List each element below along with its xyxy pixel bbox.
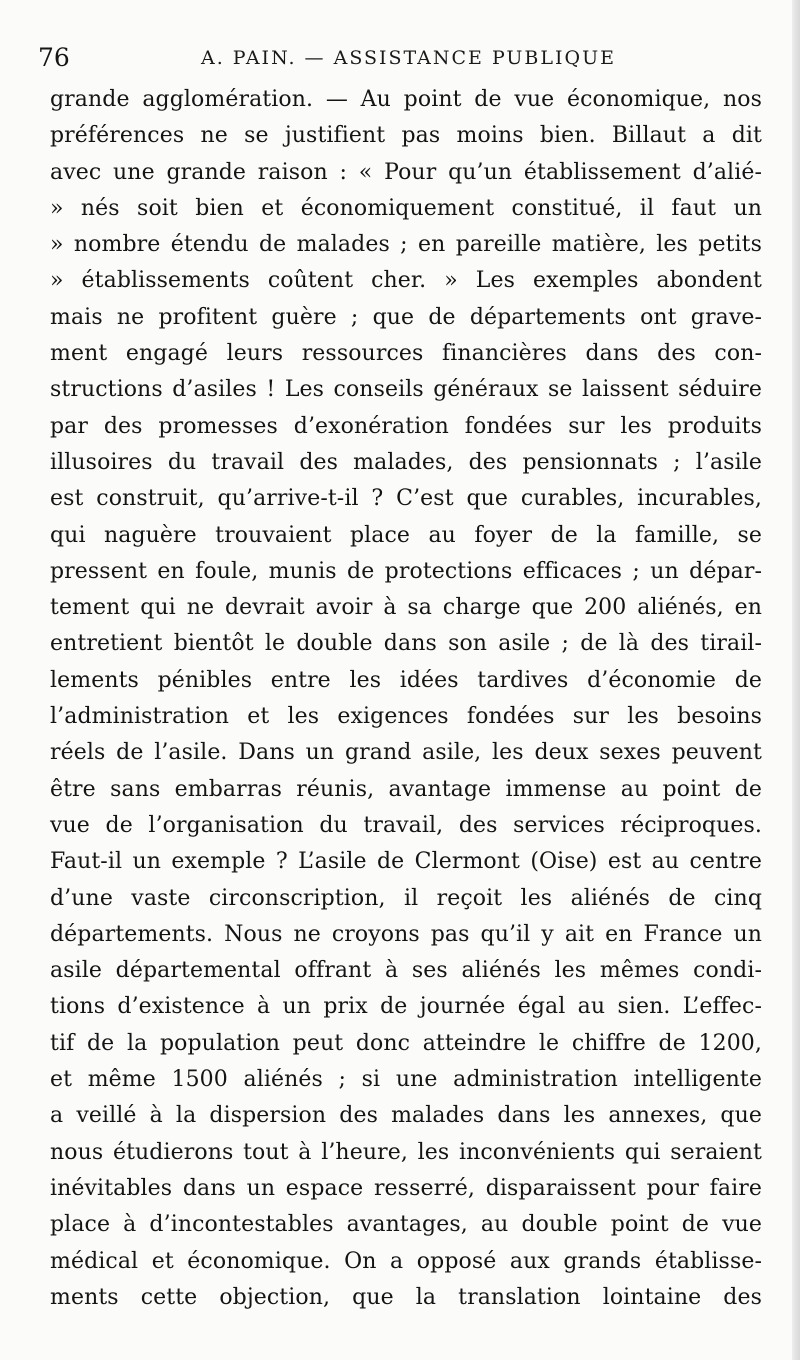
text-line: tement qui ne devrait avoir à sa charge que 200 aliénés, en [50,595,762,621]
text-line: lements pénibles entre les idées tardives d’économie de [50,667,762,693]
text-line: structions d’asiles ! Les conseils généraux se laissent séduire [50,377,762,403]
text-line: l’administration et les exigences fondées sur les besoins [50,704,762,730]
text-line: préférences ne se justifient pas moins bien. Billaut a dit [50,123,762,149]
text-line: entretient bientôt le double dans son asile ; de là des tirail- [50,631,762,657]
page-number: 76 [38,43,70,72]
text-line: mais ne profitent guère ; que de départements ont grave- [50,304,762,330]
page-header [38,38,778,78]
text-line: » établissements coûtent cher. » Les exemples abondent [50,268,762,294]
text-line: qui naguère trouvaient place au foyer de la famille, se [50,522,762,548]
text-line: » nombre étendu de malades ; en pareille matière, les petits [50,232,762,258]
text-line: vue de l’organisation du travail, des services réciproques. [50,812,762,838]
text-line: départements. Nous ne croyons pas qu’il y ait en France un [50,921,762,947]
text-line: pressent en foule, munis de protections efficaces ; un dépar- [50,558,762,584]
text-line: place à d’incontestables avantages, au double point de vue [50,1212,762,1238]
text-line: par des promesses d’exonération fondées sur les produits [50,413,762,439]
text-line: est construit, qu’arrive-t-il ? C’est que curables, incurables, [50,486,762,512]
text-line: tions d’existence à un prix de journée égal au sien. L’effec- [50,994,762,1020]
running-head: A. PAIN. — ASSISTANCE PUBLIQUE [201,47,616,69]
text-line: asile départemental offrant à ses aliénés les mêmes condi- [50,958,762,984]
text-line: et même 1500 aliénés ; si une administration intelligente [50,1067,762,1093]
text-line: grande agglomération. — Au point de vue économique, nos [50,87,762,112]
text-line: tif de la population peut donc atteindre le chiffre de 1200, [50,1030,762,1056]
text-line: a veillé à la dispersion des malades dans les annexes, que [50,1103,762,1129]
text-line: réels de l’asile. Dans un grand asile, les deux sexes peuvent [50,740,762,766]
body-text [50,82,762,1316]
page-edge-shadow [792,0,800,1360]
text-line: d’une vaste circonscription, il reçoit les aliénés de cinq [50,885,762,911]
text-line: avec une grande raison : « Pour qu’un établissement d’alié- [50,159,762,185]
text-line: ments cette objection, que la translation lointaine des [50,1284,762,1310]
text-line: être sans embarras réunis, avantage immense au point de [50,776,762,802]
text-line: ment engagé leurs ressources financières dans des con- [50,341,762,367]
text-line: médical et économique. On a opposé aux grands établisse- [50,1248,762,1274]
text-line: nous étudierons tout à l’heure, les inconvénients qui seraient [50,1139,762,1165]
text-line: illusoires du travail des malades, des pensionnats ; l’asile [50,449,762,475]
text-line: » nés soit bien et économiquement constitué, il faut un [50,195,762,221]
text-line: Faut-il un exemple ? L’asile de Clermont (Oise) est au centre [50,849,762,875]
text-line: inévitables dans un espace resserré, disparaissent pour faire [50,1175,762,1201]
